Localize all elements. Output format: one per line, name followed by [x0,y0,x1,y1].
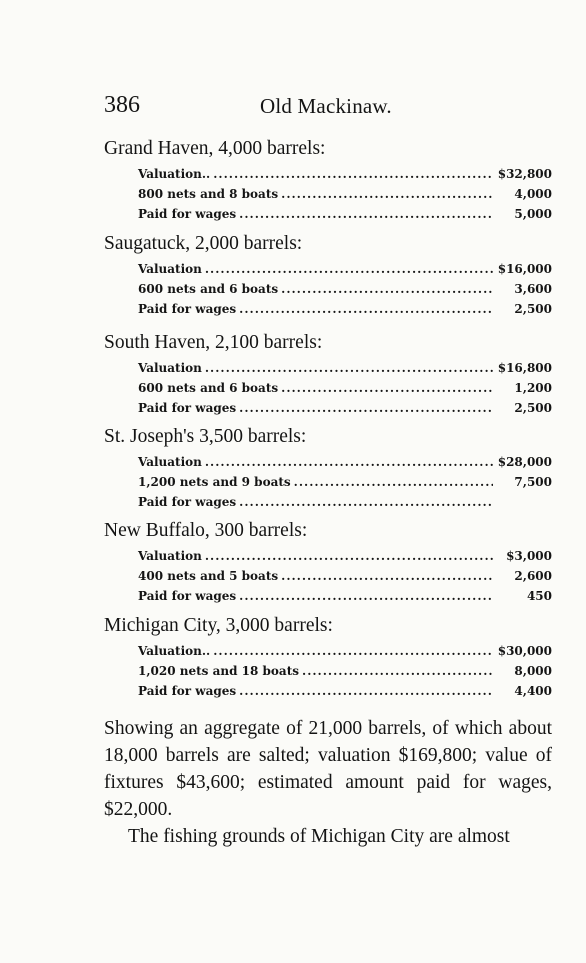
page-number: 386 [104,92,140,118]
continuation-paragraph: The fishing grounds of Michigan City are almost [128,826,510,847]
dot-leader [281,279,493,299]
entry-amount: 5,000 [514,207,552,221]
dot-leader [213,641,493,661]
entry-label: 600 nets and 6 boats [138,282,279,296]
entry-amount: 3,600 [514,282,552,296]
section-heading: New Buffalo, 300 barrels: [104,520,308,541]
entry-amount: $32,800 [497,167,552,181]
dot-leader [239,492,493,512]
dot-leader [239,398,493,418]
dot-leader [281,184,493,204]
entry-amount: 2,500 [514,401,552,415]
dot-leader [281,378,493,398]
entry-amount: $3,000 [506,549,552,563]
entry-row [104,492,552,512]
dot-leader [205,452,493,472]
entry-row [104,378,552,398]
section-heading: Saugatuck, 2,000 barrels: [104,233,303,254]
section-saugatuck [104,231,552,319]
dot-leader [239,586,493,606]
entry-label: Paid for wages [138,401,237,415]
entry-label: Paid for wages [138,684,237,698]
entry-label: Valuation.. [138,644,211,658]
entry-row [104,279,552,299]
section-heading: St. Joseph's 3,500 barrels: [104,426,307,447]
dot-leader [205,358,493,378]
entry-amount: 450 [526,589,552,603]
entry-label: Valuation [138,262,202,276]
entry-amount: 4,000 [514,187,552,201]
dot-leader [239,299,493,319]
dot-leader [239,204,493,224]
dot-leader [213,164,493,184]
entry-amount: $16,800 [497,361,552,375]
running-title: Old Mackinaw. [260,94,392,118]
entry-label: 800 nets and 8 boats [138,187,279,201]
entry-amount: 4,400 [514,684,552,698]
entry-label: 1,200 nets and 9 boats [138,475,291,489]
entry-amount: 2,600 [514,569,552,583]
entry-row [104,164,552,184]
dot-leader [239,681,493,701]
entry-label: 600 nets and 6 boats [138,381,279,395]
entry-label: 400 nets and 5 boats [138,569,279,583]
entry-row [104,546,552,566]
entry-row [104,299,552,319]
dot-leader [205,259,493,279]
section-heading: Grand Haven, 4,000 barrels: [104,138,326,159]
entry-amount: $16,000 [497,262,552,276]
entry-amount: 2,500 [514,302,552,316]
entry-row [104,358,552,378]
entry-label: Valuation [138,455,202,469]
entry-label: Valuation [138,361,202,375]
dot-leader [205,546,493,566]
section-new-buffalo [104,518,552,606]
entry-label: Valuation.. [138,167,211,181]
section-south-haven [104,330,552,418]
section-grand-haven [104,136,552,224]
entry-row [104,184,552,204]
entry-row [104,641,552,661]
section-heading: South Haven, 2,100 barrels: [104,332,323,353]
entry-row [104,452,552,472]
entry-row [104,681,552,701]
entry-amount: $30,000 [497,644,552,658]
entry-row [104,661,552,681]
section-st-joseph [104,424,552,512]
entry-row [104,204,552,224]
section-michigan-city [104,613,552,701]
entry-amount: 8,000 [514,664,552,678]
summary-text [104,715,552,850]
summary-paragraph: Showing an aggregate of 21,000 barrels, of which about 18,000 barrels are salted; valuation $169,800; value of fixtures $43,600; estimated amount paid for wages, $22,000. [104,718,552,820]
entry-row [104,398,552,418]
entry-row [104,259,552,279]
entry-row [104,472,552,492]
dot-leader [281,566,493,586]
entry-label: 1,020 nets and 18 boats [138,664,300,678]
entry-label: Paid for wages [138,495,237,509]
entry-label: Paid for wages [138,207,237,221]
entry-amount: $28,000 [497,455,552,469]
dot-leader [302,661,493,681]
entry-label: Paid for wages [138,302,237,316]
entry-label: Paid for wages [138,589,237,603]
entry-row [104,586,552,606]
entry-row [104,566,552,586]
dot-leader [294,472,493,492]
page-header [104,92,550,122]
entry-label: Valuation [138,549,202,563]
entry-amount: 7,500 [514,475,552,489]
section-heading: Michigan City, 3,000 barrels: [104,615,333,636]
entry-amount: 1,200 [514,381,552,395]
